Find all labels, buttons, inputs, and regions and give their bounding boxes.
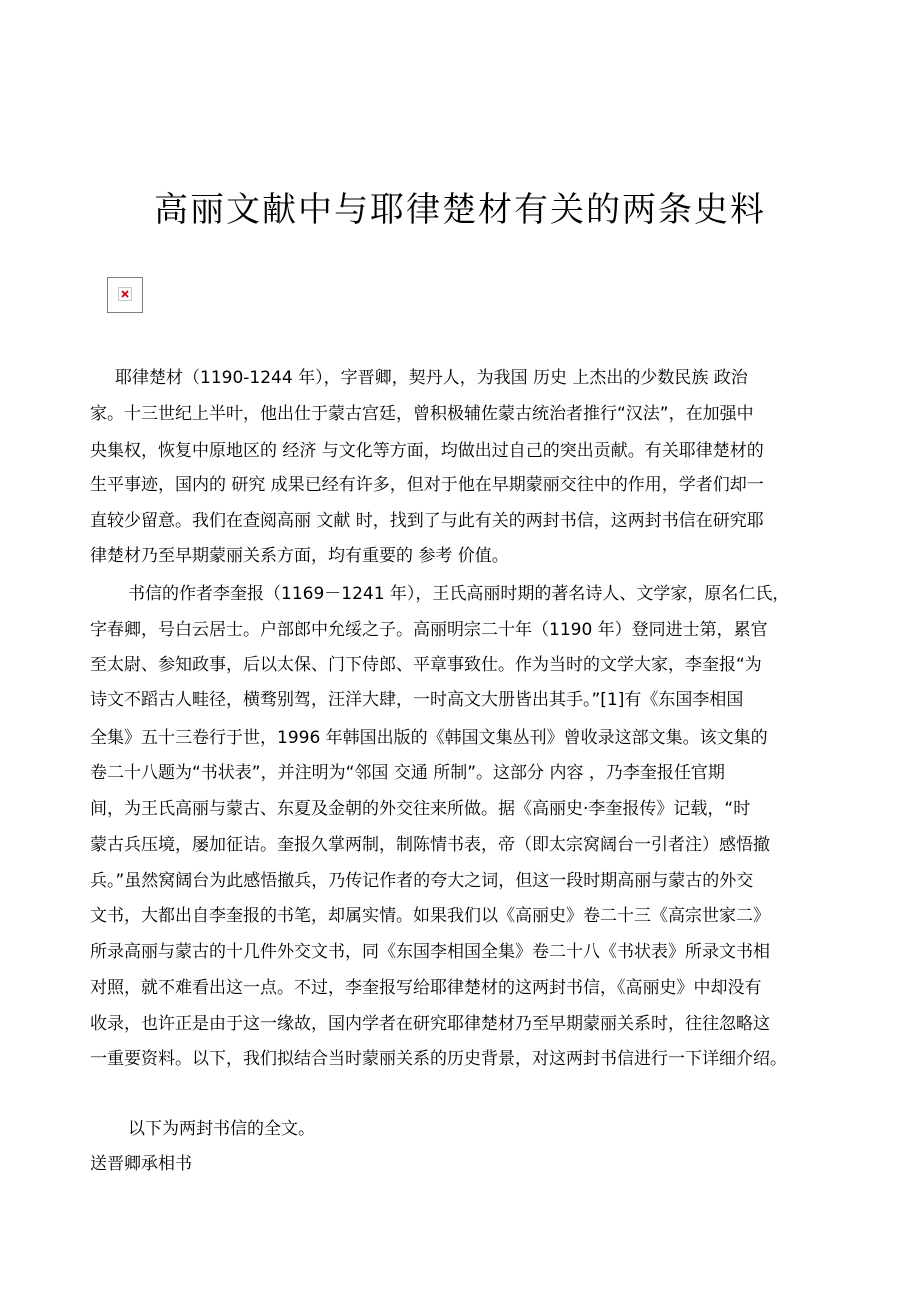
- paragraph-line: 文书，大都出自李奎报的书笔，却属实情。如果我们以《高丽史》卷二十三《高宗世家二》: [90, 906, 770, 926]
- paragraph-line: 家。十三世纪上半叶，他出仕于蒙古宫廷，曾积极辅佐蒙古统治者推行“汉法”，在加强中: [90, 404, 754, 424]
- paragraph-line: 耶律楚材（1190-1244 年），字晋卿，契丹人，为我国 历史 上杰出的少数民族 政治: [115, 368, 748, 388]
- paragraph-line: 生平事迹，国内的 研究 成果已经有许多，但对于他在早期蒙丽交往中的作用，学者们却一: [90, 475, 764, 495]
- paragraph-line: 卷二十八题为“书状表”，并注明为“邻国 交通 所制”。这部分 内容 ，乃李奎报任官期: [90, 763, 725, 783]
- paragraph-line: 诗文不蹈古人畦径，横骛别驾，汪洋大肆，一时高文大册皆出其手。”[1]有《东国李相国: [90, 690, 744, 710]
- intro-line: 以下为两封书信的全文。: [128, 1119, 315, 1139]
- paragraph-line: 至太尉、参知政事，后以太保、门下侍郎、平章事致仕。作为当时的文学大家，李奎报“为: [90, 655, 762, 675]
- document-title: 高丽文献中与耶律楚材有关的两条史料: [154, 190, 766, 230]
- paragraph-line: 书信的作者李奎报（1169－1241 年），王氏高丽时期的著名诗人、文学家，原名仁氏，: [128, 584, 790, 604]
- paragraph-line: 央集权，恢复中原地区的 经济 与文化等方面，均做出过自己的突出贡献。有关耶律楚材的: [90, 441, 764, 461]
- paragraph-line: 蒙古兵压境，屡加征诘。奎报久掌两制，制陈情书表，帝（即太宗窝阔台一引者注）感悟撤: [90, 835, 770, 855]
- paragraph-line: 字春卿，号白云居士。户部郎中允绥之子。高丽明宗二十年（1190 年）登同进士第，累官: [90, 620, 768, 640]
- paragraph-line: 一重要资料。以下，我们拟结合当时蒙丽关系的历史背景，对这两封书信进行一下详细介绍。: [90, 1049, 787, 1069]
- paragraph-line: 兵。”虽然窝阔台为此感悟撤兵，乃传记作者的夸大之词，但这一段时期高丽与蒙古的外交: [90, 871, 754, 891]
- paragraph-line: 直较少留意。我们在查阅高丽 文献 时，找到了与此有关的两封书信，这两封书信在研究耶: [90, 511, 764, 531]
- broken-image-icon: [107, 277, 143, 313]
- paragraph-line: 收录，也许正是由于这一缘故，国内学者在研究耶律楚材乃至早期蒙丽关系时，往往忽略这: [90, 1014, 770, 1034]
- paragraph-line: 对照，就不难看出这一点。不过，李奎报写给耶律楚材的这两封书信，《高丽史》中却没有: [90, 978, 762, 998]
- paragraph-line: 全集》五十三卷行于世，1996 年韩国出版的《韩国文集丛刊》曾收录这部文集。该文集的: [90, 728, 768, 748]
- letter-heading: 送晋卿承相书: [90, 1154, 192, 1174]
- paragraph-line: 所录高丽与蒙古的十几件外交文书，同《东国李相国全集》卷二十八《书状表》所录文书相: [90, 942, 770, 962]
- paragraph-line: 间，为王氏高丽与蒙古、东夏及金朝的外交往来所做。据《高丽史·李奎报传》记载，“时: [90, 799, 751, 819]
- paragraph-line: 律楚材乃至早期蒙丽关系方面，均有重要的 参考 价值。: [90, 546, 509, 566]
